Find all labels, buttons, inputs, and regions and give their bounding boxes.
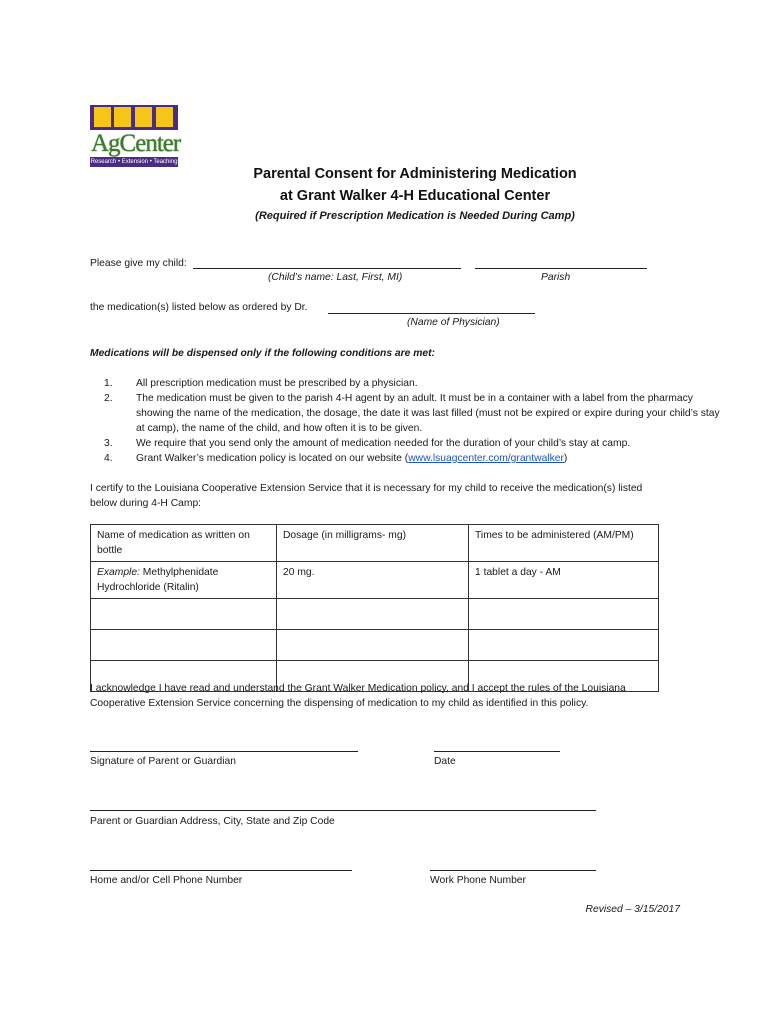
lsu-agcenter-logo [90,105,181,167]
subtitle: (Required if Prescription Medication is Needed During Camp) [255,210,575,222]
header-dosage: Dosage (in milligrams- mg) [277,525,469,562]
example-times: 1 tablet a day - AM [469,562,659,599]
child-prefix: Please give my child: [90,258,187,269]
child-name-caption: (Child’s name: Last, First, MI) [268,272,403,283]
dosage-cell[interactable] [277,630,469,661]
title-line-2: at Grant Walker 4-H Educational Center [279,188,551,204]
address-label: Parent or Guardian Address, City, State and Zip Code [90,816,335,827]
address-field[interactable] [90,810,596,811]
medication-name-cell[interactable] [91,599,277,630]
medication-name-cell[interactable] [91,630,277,661]
times-cell[interactable] [469,630,659,661]
table-row-example [91,562,659,599]
work-phone-field[interactable] [430,870,596,871]
child-name-field[interactable] [193,268,461,269]
list-item: 1. All prescription medication must be prescribed by a physician. [104,378,418,389]
example-dosage: 20 mg. [277,562,469,599]
example-label: Example: [97,567,140,578]
conditions-heading: Medications will be dispensed only if the following conditions are met: [90,348,435,359]
header-times: Times to be administered (AM/PM) [469,525,659,562]
medication-table [90,524,659,692]
signature-label: Signature of Parent or Guardian [90,756,236,767]
home-phone-field[interactable] [90,870,352,871]
logo-agcenter-text: AgCenter [91,130,181,157]
physician-name-field[interactable] [328,313,535,314]
home-phone-label: Home and/or Cell Phone Number [90,875,243,886]
table-header-row [91,525,659,562]
grantwalker-link[interactable]: www.lsuagcenter.com/grantwalker [408,453,564,464]
revised-date: Revised – 3/15/2017 [585,904,680,915]
physician-prefix: the medication(s) listed below as ordered by Dr. [90,302,308,313]
acknowledge-text: I acknowledge I have read and understand the Grant Walker Medication policy, and I accept the rules of the Louisiana Cooperative Extension Service concerning the dispensing of medication to my child as identified in this policy. [90,683,626,709]
logo-lsu-band [90,105,178,131]
table-row [91,630,659,661]
example-medication-name: Methylphenidate Hydrochloride (Ritalin) [97,567,219,593]
times-cell[interactable] [469,599,659,630]
signature-field[interactable] [90,751,358,752]
work-phone-label: Work Phone Number [430,875,526,886]
certify-text: I certify to the Louisiana Cooperative Extension Service that it is necessary for my child to receive the medication(s) listed below during 4-H Camp: [90,483,643,509]
parish-field[interactable] [475,268,647,269]
logo-tagline: Research • Extension • Teaching [90,159,178,165]
list-item: 2. The medication must be given to the parish 4-H agent by an adult. It must be in a container with a label from the pharmacy showing the name of the medication, the dosage, the date it was last filled (must not be expired or expire during your child’s stay at camp), the name of the child, and how often it is to be given. [104,393,720,434]
parish-caption: Parish [541,272,571,283]
physician-caption: (Name of Physician) [407,317,500,328]
list-item: 4. Grant Walker’s medication policy is located on our website (www.lsuagcenter.com/grantwalker) [104,453,568,464]
title-line-1: Parental Consent for Administering Medication [253,166,577,182]
list-item: 3. We require that you send only the amount of medication needed for the duration of your child’s stay at camp. [104,438,631,449]
dosage-cell[interactable] [277,599,469,630]
table-row [91,599,659,630]
date-label: Date [434,756,456,767]
header-medication-name: Name of medication as written on bottle [91,525,277,562]
conditions-list [91,376,726,466]
date-field[interactable] [434,751,560,752]
